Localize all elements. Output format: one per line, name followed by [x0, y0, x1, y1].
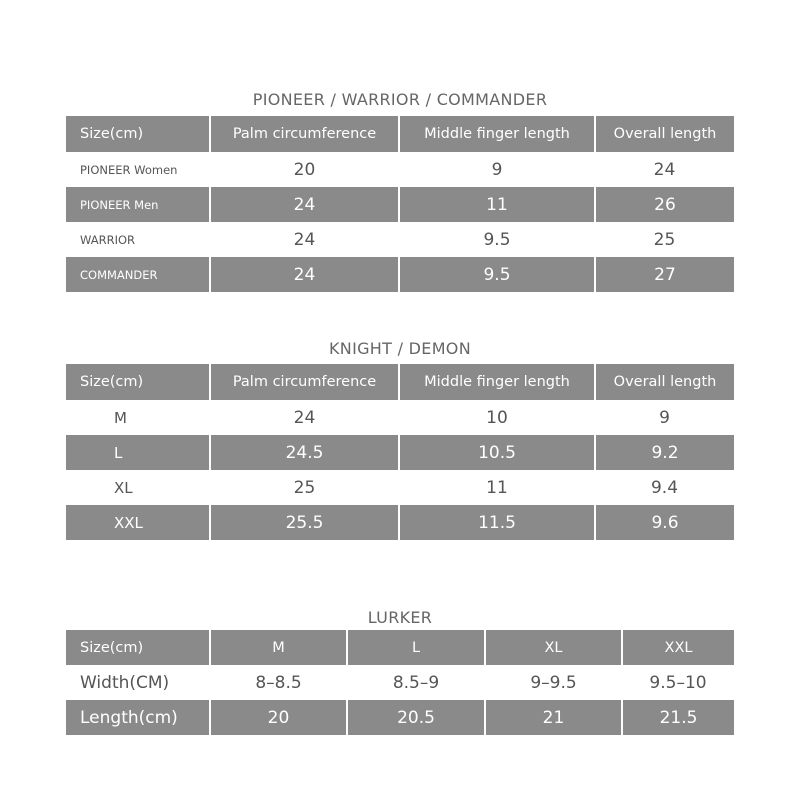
- header-palm: Palm circumference: [210, 364, 399, 400]
- row-label: M: [66, 400, 210, 435]
- cell-value: 8–8.5: [210, 665, 347, 700]
- cell-value: 21.5: [622, 700, 734, 735]
- cell-value: 21: [485, 700, 622, 735]
- header-size-xxl: XXL: [622, 630, 734, 665]
- cell-value: 9.4: [595, 470, 734, 505]
- cell-value: 27: [595, 257, 734, 292]
- header-size: Size(cm): [66, 630, 210, 665]
- row-label: Length(cm): [66, 700, 210, 735]
- table-row: [66, 665, 734, 700]
- table-row: [66, 187, 734, 222]
- lurker-table: [66, 630, 734, 735]
- cell-value: 25.5: [210, 505, 399, 540]
- cell-value: 25: [595, 222, 734, 257]
- pioneer-warrior-commander-title: PIONEER / WARRIOR / COMMANDER: [252, 90, 548, 109]
- table-row: [66, 152, 734, 187]
- row-label: L: [66, 435, 210, 470]
- header-overall: Overall length: [595, 364, 734, 400]
- cell-value: 11: [399, 470, 595, 505]
- table-row: [66, 435, 734, 470]
- row-label: PIONEER Women: [66, 152, 210, 187]
- cell-value: 9.2: [595, 435, 734, 470]
- row-label: XL: [66, 470, 210, 505]
- row-label: Width(CM): [66, 665, 210, 700]
- cell-value: 20.5: [347, 700, 485, 735]
- table-row: [66, 470, 734, 505]
- row-label: COMMANDER: [66, 257, 210, 292]
- table-row: [66, 700, 734, 735]
- cell-value: 10: [399, 400, 595, 435]
- cell-value: 11.5: [399, 505, 595, 540]
- header-size-xl: XL: [485, 630, 622, 665]
- cell-value: 9.5: [399, 222, 595, 257]
- cell-value: 24: [210, 400, 399, 435]
- header-middle-finger: Middle finger length: [399, 364, 595, 400]
- row-label: WARRIOR: [66, 222, 210, 257]
- header-size-m: M: [210, 630, 347, 665]
- header-size: Size(cm): [66, 116, 210, 152]
- knight-demon-title: KNIGHT / DEMON: [329, 339, 471, 358]
- row-label: PIONEER Men: [66, 187, 210, 222]
- header-size-l: L: [347, 630, 485, 665]
- table-header-row: [66, 630, 734, 665]
- cell-value: 24: [210, 222, 399, 257]
- cell-value: 24: [210, 257, 399, 292]
- cell-value: 9.5–10: [622, 665, 734, 700]
- knight-demon-table: [66, 364, 734, 540]
- pioneer-warrior-commander-table: [66, 116, 734, 292]
- cell-value: 26: [595, 187, 734, 222]
- cell-value: 9.5: [399, 257, 595, 292]
- cell-value: 20: [210, 152, 399, 187]
- cell-value: 24: [210, 187, 399, 222]
- table-row: [66, 505, 734, 540]
- cell-value: 20: [210, 700, 347, 735]
- cell-value: 8.5–9: [347, 665, 485, 700]
- cell-value: 9.6: [595, 505, 734, 540]
- cell-value: 9: [595, 400, 734, 435]
- table-header-row: [66, 364, 734, 400]
- cell-value: 10.5: [399, 435, 595, 470]
- cell-value: 9–9.5: [485, 665, 622, 700]
- cell-value: 24: [595, 152, 734, 187]
- table-header-row: [66, 116, 734, 152]
- table-row: [66, 222, 734, 257]
- row-label: XXL: [66, 505, 210, 540]
- header-middle-finger: Middle finger length: [399, 116, 595, 152]
- header-size: Size(cm): [66, 364, 210, 400]
- cell-value: 11: [399, 187, 595, 222]
- table-row: [66, 400, 734, 435]
- table-row: [66, 257, 734, 292]
- cell-value: 25: [210, 470, 399, 505]
- header-palm: Palm circumference: [210, 116, 399, 152]
- cell-value: 24.5: [210, 435, 399, 470]
- lurker-title: LURKER: [367, 608, 433, 627]
- cell-value: 9: [399, 152, 595, 187]
- header-overall: Overall length: [595, 116, 734, 152]
